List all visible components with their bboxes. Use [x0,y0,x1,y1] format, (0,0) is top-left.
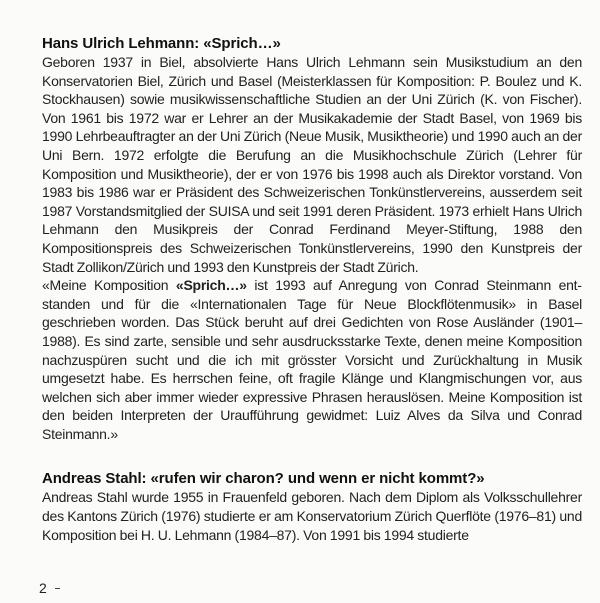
section-heading-stahl: Andreas Stahl: «rufen wir charon? und wenn er nicht kommt?» [42,470,485,488]
section-stahl [42,469,582,544]
section-lehmann [42,34,582,443]
page-number-tick [55,588,60,589]
biography-stahl: Andreas Stahl wurde 1955 in Frauenfeld geboren. Nach dem Diplom als Volksschullehrer des Kantons Zürich (1976) studierte er am Konservatorium Zürich Querflöte (1976–81) und Komposition bei H. U. Lehmann (1984–87). Von 1991 bis 1994 studierte [42,489,582,543]
section-heading-lehmann: Hans Ulrich Lehmann: «Sprich…» [42,35,281,52]
composer-quote-lehmann [42,276,582,443]
quote-body: ist 1993 auf Anregung von Conrad Steinmann entstanden und für die «Internationalen Tage für Neue Blockflötenmusik» in Basel geschrieben worden. Das Stück beruht auf drei Gedichten von Rose Ausländer (1901–1988). Es sind zarte, sensible und sehr ausdrucksstarke Texte, denen meine Komposition nachzuspüren sucht und die ich mit grösster Vorsicht und Zurückhaltung in Musik umgesetzt habe. Es herrschen feine, oft fragile Klänge und Klangmischungen vor, aus welchen sich aber immer wieder expressive Phrasen herauslösen. Meine Komposition ist den beiden Interpreten der Uraufführung gewidmet: Luiz Alves da Silva und Conrad Steinmann.» [42,277,582,442]
page-number: 2 [39,580,47,596]
work-title: «Sprich…» [175,277,247,294]
document-page [42,34,582,544]
biography-lehmann: Geboren 1937 in Biel, absolvierte Hans Ulrich Lehmann sein Musikstudium an den Konservatorien Biel, Zürich und Basel (Meisterklassen für Komposition: P. Boulez und K. Stockhausen) sowie musikwissenschaftliche Studien an der Uni Zürich (K. von Fischer). Von 1961 bis 1972 war er Lehrer an der Musikakademie der Stadt Basel, von 1969 bis 1990 Lehrbeauftragter an der Uni Zürich (Neue Musik, Musiktheorie) und 1990 auch an der Uni Bern. 1972 erfolgte die Berufung an die Musikhochschule Zürich (Lehrer für Komposition und Musiktheorie), der er von 1976 bis 1998 auch als Direktor vorstand. Von 1983 bis 1986 war er Präsident des Schweizerischen Tonkünstlervereins, ausserdem seit 1987 Vorstandsmitglied der SUISA und seit 1991 deren Präsident. 1973 erhielt Hans Ulrich Lehmann den Musikpreis der Conrad Ferdinand Meyer-Stiftung, 1988 den Kompositionspreis des Schweizerischen Tonkünstlervereins, 1990 den Kunstpreis der Stadt Zollikon/Zürich und 1993 den Kunstpreis der Stadt Zürich. [42,54,582,275]
quote-intro: «Meine Komposition [42,277,176,294]
